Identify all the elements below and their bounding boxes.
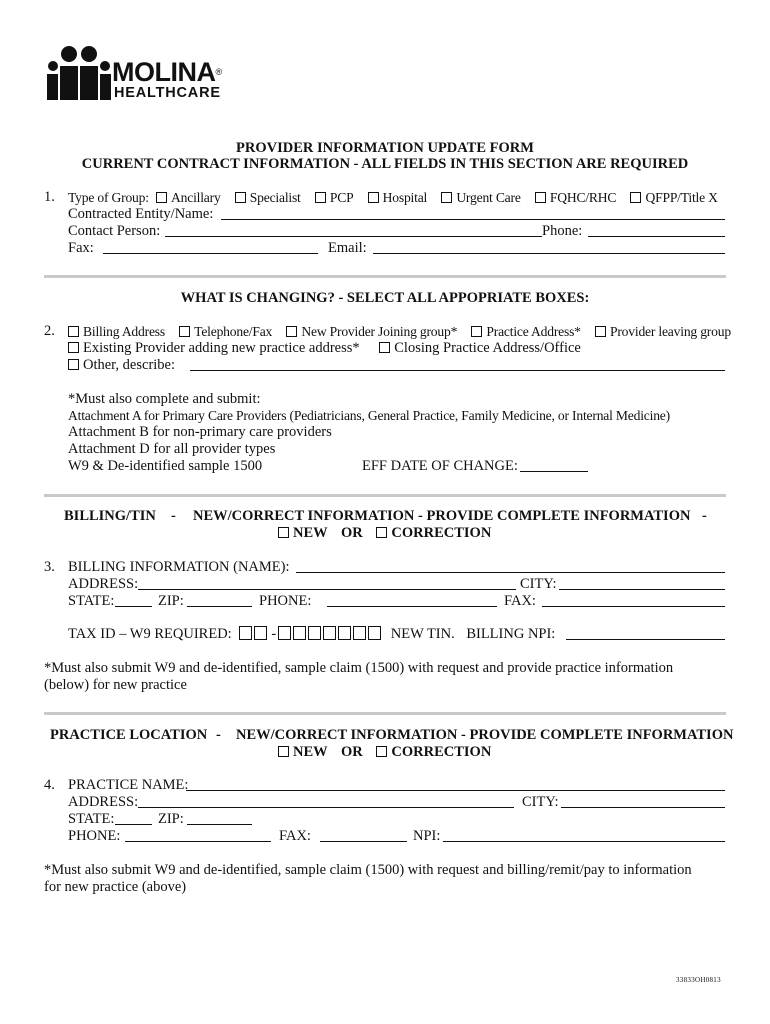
checkbox[interactable] bbox=[368, 192, 379, 203]
option-provider-leaving[interactable]: Provider leaving group bbox=[595, 324, 731, 339]
sec1-fax-label: Fax: bbox=[68, 240, 94, 256]
practice-head-dash: - bbox=[216, 727, 221, 743]
practice-zip-label: ZIP: bbox=[158, 811, 184, 827]
billing-head-left: BILLING/TIN bbox=[64, 508, 156, 524]
billing-npi-field[interactable] bbox=[566, 639, 725, 640]
sec1-fax-field[interactable] bbox=[103, 253, 318, 254]
practice-state-field[interactable] bbox=[115, 824, 152, 825]
contact-person-field[interactable] bbox=[165, 236, 542, 237]
checkbox[interactable] bbox=[235, 192, 246, 203]
tax-id-label: TAX ID – W9 REQUIRED: bbox=[68, 626, 232, 642]
checkbox[interactable] bbox=[595, 326, 606, 337]
billing-zip-label: ZIP: bbox=[158, 593, 184, 609]
practice-zip-field[interactable] bbox=[187, 824, 252, 825]
divider bbox=[44, 712, 726, 715]
tax-id-row bbox=[68, 626, 555, 643]
checkbox[interactable] bbox=[68, 359, 79, 370]
billing-address-field[interactable] bbox=[138, 589, 516, 590]
billing-state-field[interactable] bbox=[115, 606, 152, 607]
checkbox[interactable] bbox=[278, 527, 289, 538]
checkbox[interactable] bbox=[441, 192, 452, 203]
billing-city-label: CITY: bbox=[520, 576, 557, 592]
option-new-provider-joining[interactable]: New Provider Joining group* bbox=[286, 324, 457, 339]
checkbox[interactable] bbox=[179, 326, 190, 337]
option-other[interactable] bbox=[68, 357, 175, 374]
logo-registered: ® bbox=[215, 67, 222, 77]
checkbox[interactable] bbox=[68, 326, 79, 337]
checkbox[interactable] bbox=[471, 326, 482, 337]
practice-npi-field[interactable] bbox=[443, 841, 725, 842]
checkbox[interactable] bbox=[315, 192, 326, 203]
option-fqhc-rhc[interactable]: FQHC/RHC bbox=[535, 190, 616, 205]
option-existing-provider-new-address[interactable]: Existing Provider adding new practice address* bbox=[68, 340, 360, 356]
sec1-phone-field[interactable] bbox=[588, 236, 725, 237]
checkbox[interactable] bbox=[376, 527, 387, 538]
practice-fax-label: FAX: bbox=[279, 828, 311, 844]
option-billing-address[interactable]: Billing Address bbox=[68, 324, 165, 339]
other-label: Other, describe: bbox=[83, 357, 176, 373]
sec1-number: 1. bbox=[44, 189, 55, 205]
billing-note-line: (below) for new practice bbox=[44, 677, 187, 693]
practice-phone-label: PHONE: bbox=[68, 828, 121, 844]
practice-head-mid: NEW/CORRECT INFORMATION - PROVIDE COMPLETE INFORMATION bbox=[236, 727, 734, 743]
practice-city-label: CITY: bbox=[522, 794, 559, 810]
practice-fax-field[interactable] bbox=[320, 841, 407, 842]
billing-phone-field[interactable] bbox=[327, 606, 497, 607]
sec2-number: 2. bbox=[44, 323, 55, 339]
practice-address-field[interactable] bbox=[138, 807, 514, 808]
option-practice-address[interactable]: Practice Address* bbox=[471, 324, 580, 339]
practice-correction-option[interactable]: CORRECTION bbox=[376, 744, 491, 760]
billing-name-label: BILLING INFORMATION (NAME): bbox=[68, 559, 290, 575]
tin-digits-rest[interactable] bbox=[278, 626, 383, 642]
billing-note-line: *Must also submit W9 and de-identified, sample claim (1500) with request and provide practice information bbox=[44, 660, 674, 676]
billing-new-or-correction bbox=[278, 525, 491, 542]
practice-head-left: PRACTICE LOCATION bbox=[50, 727, 208, 743]
changes-row-1 bbox=[68, 323, 731, 340]
tin-dash: - bbox=[271, 626, 277, 642]
billing-zip-field[interactable] bbox=[187, 606, 252, 607]
sec1-email-field[interactable] bbox=[373, 253, 725, 254]
note-line: W9 & De-identified sample 1500 bbox=[68, 458, 263, 474]
option-qfpp-title-x[interactable]: QFPP/Title X bbox=[630, 190, 717, 205]
checkbox[interactable] bbox=[379, 342, 390, 353]
practice-note-line: *Must also submit W9 and de-identified, sample claim (1500) with request and billing/remit/pay to information bbox=[44, 862, 692, 878]
other-describe-field[interactable] bbox=[190, 370, 725, 371]
billing-state-label: STATE: bbox=[68, 593, 115, 609]
contracted-entity-label: Contracted Entity/Name: bbox=[68, 206, 214, 222]
practice-new-or-correction bbox=[278, 744, 491, 761]
divider bbox=[44, 275, 726, 278]
sec1-email-label: Email: bbox=[328, 240, 367, 256]
option-closing-practice[interactable]: Closing Practice Address/Office bbox=[379, 340, 581, 356]
sec4-number: 4. bbox=[44, 777, 55, 793]
note-line: Attachment B for non-primary care providers bbox=[68, 424, 332, 440]
billing-correction-option[interactable]: CORRECTION bbox=[376, 525, 491, 541]
form-title: PROVIDER INFORMATION UPDATE FORM bbox=[236, 140, 534, 156]
form-subtitle: CURRENT CONTRACT INFORMATION - ALL FIELDS IN THIS SECTION ARE REQUIRED bbox=[81, 156, 689, 172]
practice-state-label: STATE: bbox=[68, 811, 115, 827]
note-line: Attachment A for Primary Care Providers (Pediatricians, General Practice, Family Medicine, or Internal Medicine) bbox=[68, 408, 670, 423]
option-hospital[interactable]: Hospital bbox=[368, 190, 427, 205]
practice-phone-field[interactable] bbox=[125, 841, 271, 842]
sec3-number: 3. bbox=[44, 559, 55, 575]
billing-fax-label: FAX: bbox=[504, 593, 536, 609]
option-telephone-fax[interactable]: Telephone/Fax bbox=[179, 324, 272, 339]
eff-date-label: EFF DATE OF CHANGE: bbox=[362, 458, 518, 474]
new-tin-label: NEW TIN. bbox=[390, 626, 455, 642]
billing-npi-label: BILLING NPI: bbox=[466, 626, 556, 642]
checkbox[interactable] bbox=[535, 192, 546, 203]
checkbox[interactable] bbox=[278, 746, 289, 757]
tin-digits[interactable] bbox=[239, 626, 269, 642]
billing-head-dash-end: - bbox=[702, 508, 707, 524]
type-of-group-label: Type of Group: bbox=[68, 190, 149, 205]
billing-head-mid: NEW/CORRECT INFORMATION - PROVIDE COMPLETE INFORMATION bbox=[193, 508, 691, 524]
option-pcp[interactable]: PCP bbox=[315, 190, 354, 205]
billing-address-label: ADDRESS: bbox=[68, 576, 139, 592]
option-specialist[interactable]: Specialist bbox=[235, 190, 301, 205]
billing-name-field[interactable] bbox=[296, 572, 725, 573]
practice-new-option[interactable]: NEW bbox=[278, 744, 327, 760]
billing-phone-label: PHONE: bbox=[259, 593, 312, 609]
or-label: OR bbox=[341, 744, 363, 760]
practice-note-line: for new practice (above) bbox=[44, 879, 187, 895]
type-of-group-row bbox=[68, 189, 718, 206]
what-changing-heading: WHAT IS CHANGING? - SELECT ALL APPOPRIATE BOXES: bbox=[180, 290, 590, 306]
contact-person-label: Contact Person: bbox=[68, 223, 161, 239]
or-label: OR bbox=[341, 525, 363, 541]
practice-address-label: ADDRESS: bbox=[68, 794, 139, 810]
logo-name: MOLINA bbox=[112, 57, 216, 87]
checkbox[interactable] bbox=[376, 746, 387, 757]
checkbox[interactable] bbox=[286, 326, 297, 337]
practice-npi-label: NPI: bbox=[413, 828, 441, 844]
contracted-entity-field[interactable] bbox=[221, 219, 725, 220]
eff-date-field[interactable] bbox=[520, 471, 588, 472]
billing-head-dash: - bbox=[171, 508, 176, 524]
checkbox[interactable] bbox=[156, 192, 167, 203]
option-urgent-care[interactable]: Urgent Care bbox=[441, 190, 520, 205]
practice-city-field[interactable] bbox=[561, 807, 725, 808]
changes-row-2 bbox=[68, 340, 581, 357]
practice-name-label: PRACTICE NAME: bbox=[68, 777, 189, 793]
note-line: *Must also complete and submit: bbox=[68, 391, 261, 407]
billing-new-option[interactable]: NEW bbox=[278, 525, 327, 541]
billing-fax-field[interactable] bbox=[542, 606, 725, 607]
checkbox[interactable] bbox=[68, 342, 79, 353]
logo-sub: HEALTHCARE bbox=[114, 85, 221, 101]
divider bbox=[44, 494, 726, 497]
sec1-phone-label: Phone: bbox=[542, 223, 583, 239]
practice-name-field[interactable] bbox=[186, 790, 725, 791]
people-icon bbox=[44, 44, 116, 102]
option-ancillary[interactable]: Ancillary bbox=[156, 190, 221, 205]
checkbox[interactable] bbox=[630, 192, 641, 203]
billing-city-field[interactable] bbox=[559, 589, 725, 590]
note-line: Attachment D for all provider types bbox=[68, 441, 276, 457]
molina-logo bbox=[44, 44, 244, 104]
footer-code: 33833OH0813 bbox=[676, 976, 721, 984]
